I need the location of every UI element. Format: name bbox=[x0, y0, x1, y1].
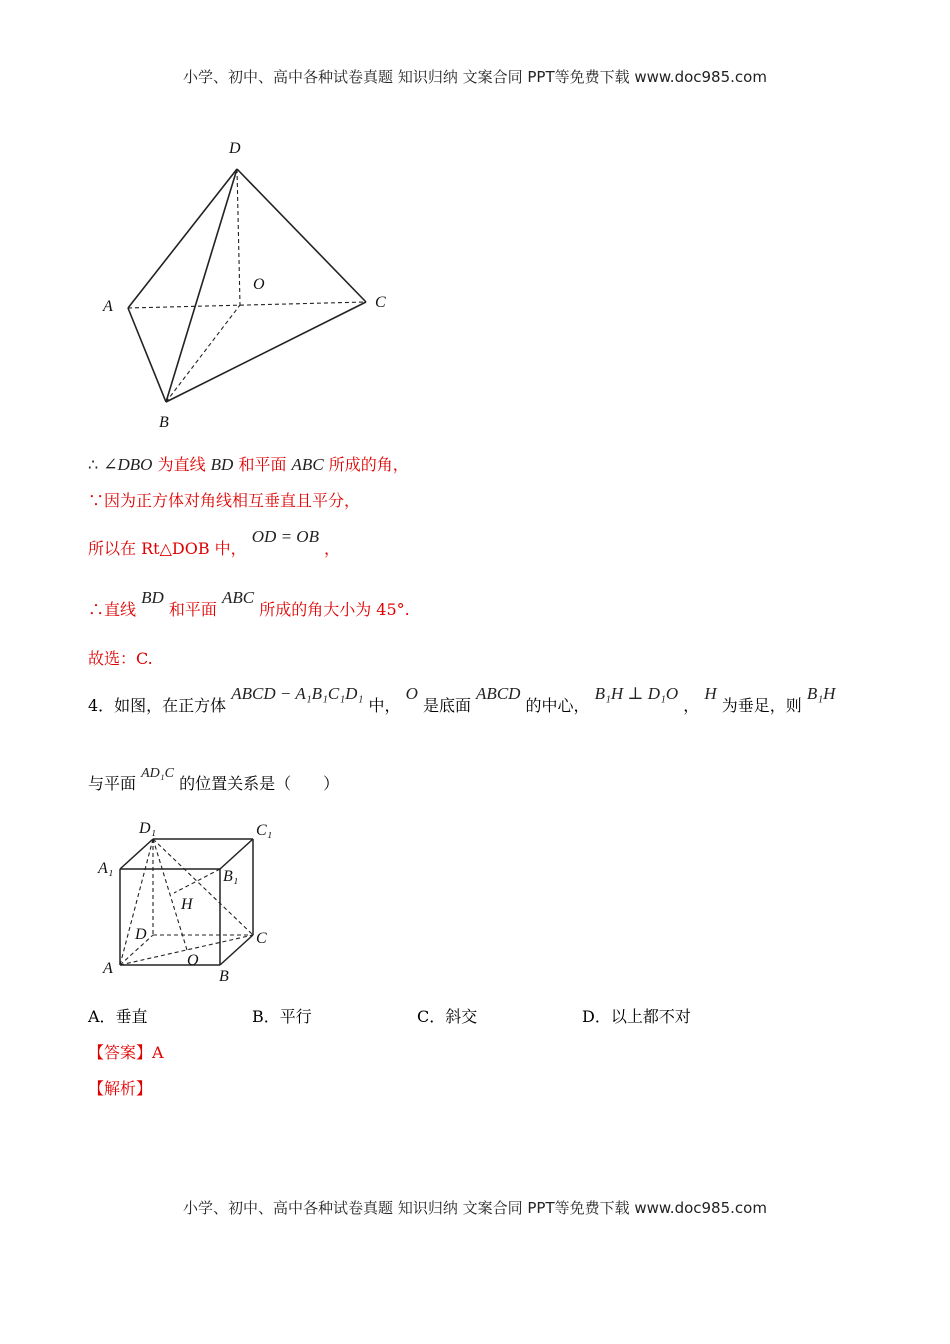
label-B1: B₁ bbox=[223, 868, 239, 885]
option-b: B．平行 bbox=[252, 1007, 312, 1026]
edge-AC-hidden bbox=[128, 302, 366, 308]
question-4-line-1: 4．如图，在正方体 ABCD − A₁B₁C₁D₁ 中， O 是底面 ABCD 的中心， B₁H ⊥ D₁O ， H 为垂足，则 B₁H bbox=[88, 684, 836, 715]
question-4-line-2: 与平面 AD₁C 的位置关系是（ ） bbox=[88, 766, 340, 793]
edge-BO-hidden bbox=[166, 305, 240, 402]
label-C: C bbox=[375, 294, 386, 311]
label-O: O bbox=[187, 952, 199, 969]
edge-DO-hidden bbox=[237, 169, 240, 305]
option-c: C．斜交 bbox=[417, 1007, 478, 1026]
solution-line-5: 故选：C. bbox=[88, 649, 153, 668]
edge-D1A-hidden bbox=[120, 839, 153, 965]
page-header: 小学、初中、高中各种试卷真题 知识归纳 文案合同 PPT等免费下载 www.doc985.com bbox=[183, 68, 767, 86]
figure-pyramid bbox=[95, 135, 405, 435]
edge-DA bbox=[128, 169, 237, 308]
label-A: A bbox=[103, 298, 113, 315]
edge-AB bbox=[128, 308, 166, 402]
edge-B1C1 bbox=[220, 839, 253, 869]
edge-A1D1 bbox=[120, 839, 153, 869]
label-B: B bbox=[159, 414, 169, 431]
analysis-label: 【解析】 bbox=[88, 1079, 153, 1098]
label-D: D bbox=[229, 140, 241, 157]
page-footer: 小学、初中、高中各种试卷真题 知识归纳 文案合同 PPT等免费下载 www.doc985.com bbox=[183, 1199, 767, 1217]
label-C: C bbox=[256, 930, 267, 947]
label-D: D bbox=[135, 926, 147, 943]
label-A: A bbox=[103, 960, 113, 977]
label-H: H bbox=[181, 896, 193, 913]
solution-line-4: ∴直线 BD 和平面 ABC 所成的角大小为 45°. bbox=[88, 588, 410, 619]
label-D1: D₁ bbox=[139, 820, 157, 837]
label-O: O bbox=[253, 276, 265, 293]
answer: 【答案】A bbox=[88, 1043, 164, 1062]
edge-BC bbox=[220, 935, 253, 965]
edge-B1H-hidden bbox=[174, 869, 220, 893]
option-a: A．垂直 bbox=[88, 1007, 148, 1026]
edge-DB bbox=[166, 169, 237, 402]
option-d: D．以上都不对 bbox=[582, 1007, 691, 1026]
figure-cube bbox=[95, 815, 285, 985]
label-B: B bbox=[219, 968, 229, 985]
solution-line-1: ∴ ∠DBO 为直线 BD 和平面 ABC 所成的角， bbox=[88, 455, 409, 474]
solution-line-2: ∵因为正方体对角线相互垂直且平分， bbox=[88, 491, 361, 510]
label-C1: C₁ bbox=[256, 822, 273, 839]
edge-BC bbox=[166, 302, 366, 402]
solution-line-3: 所以在 Rt△DOB 中， OD = OB ， bbox=[88, 527, 341, 558]
label-A1: A₁ bbox=[98, 860, 114, 877]
